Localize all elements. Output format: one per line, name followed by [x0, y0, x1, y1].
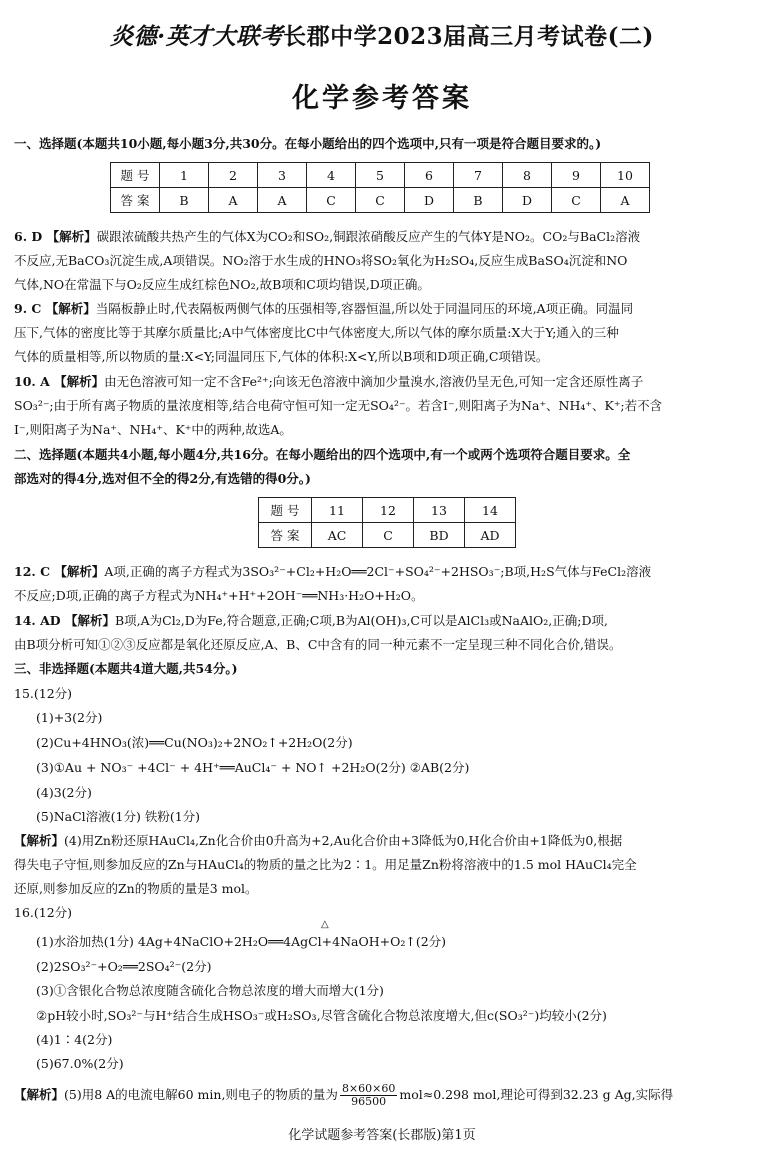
table-cell: A — [258, 188, 307, 213]
q14-line-1 — [14, 609, 754, 633]
table-cell: AC — [312, 523, 363, 548]
q16-heading: 16.(12分) — [14, 905, 73, 920]
table-cell: 题 号 — [259, 498, 312, 523]
table-cell: B — [160, 188, 209, 213]
brand-name: 炎德·英才大联考 — [110, 23, 284, 50]
q14-text-1: B项,A为Cl₂,D为Fe,符合题意,正确;C项,B为Al(OH)₃,C可以是AlCl₃或NaAlO₂,正确;D项, — [115, 613, 608, 628]
table-cell: D — [503, 188, 552, 213]
table-cell: 7 — [454, 163, 503, 188]
q16-explain-text-b: mol≈0.298 mol,理论可得到32.23 g Ag,实际得 — [399, 1087, 674, 1102]
q15-answer-5: (5)NaCl溶液(1分) 铁粉(1分) — [36, 809, 201, 824]
q6-line-3: 气体,NO在常温下与O₂反应生成红棕色NO₂,故B项和C项均错误,D项正确。 — [14, 277, 430, 292]
q12-line-1 — [14, 560, 754, 584]
q10-line-1 — [14, 370, 754, 394]
q16-explain-text-a: (5)用8 A的电流电解60 min,则电子的物质的量为 — [64, 1087, 338, 1102]
q15-answer-4: (4)3(2分) — [36, 785, 92, 800]
table-cell: C — [307, 188, 356, 213]
table-cell: BD — [414, 523, 465, 548]
table-cell: A — [209, 188, 258, 213]
answer-table-1 — [110, 162, 650, 213]
answer-table-2 — [258, 497, 516, 548]
q15-answer-2: (2)Cu+4HNO₃(浓)══Cu(NO₃)₂+2NO₂↑+2H₂O(2分) — [36, 735, 353, 750]
heat-condition-symbol: △ — [321, 919, 329, 930]
q9-line-3: 气体的质量相等,所以物质的量:X<Y;同温同压下,气体的体积:X<Y,所以B项和D项正确,C项错误。 — [14, 349, 549, 364]
table-row — [111, 188, 650, 213]
fraction-denominator: 96500 — [351, 1095, 387, 1108]
exam-header — [0, 18, 764, 51]
q14-tag: 14. AD 【解析】 — [14, 613, 115, 628]
q10-line-2: SO₃²⁻;由于所有离子物质的量浓度相等,结合电荷守恒可知一定无SO₄²⁻。若含I⁻,则阳离子为Na⁺、NH₄⁺、K⁺;若不含 — [14, 398, 663, 413]
q16-answer-4: (4)1∶4(2分) — [36, 1032, 113, 1047]
section-1-heading: 一、选择题(本题共10小题,每小题3分,共30分。在每小题给出的四个选项中,只有一项是符合题目要求的。) — [14, 136, 602, 151]
q16-answer-5: (5)67.0%(2分) — [36, 1056, 124, 1071]
table-cell: 4 — [307, 163, 356, 188]
q12-line-2: 不反应;D项,正确的离子方程式为NH₄⁺+H⁺+2OH⁻══NH₃·H₂O+H₂O。 — [14, 588, 424, 603]
page-title: 化学参考答案 — [292, 83, 472, 114]
table-cell: A — [601, 188, 650, 213]
table-cell: C — [356, 188, 405, 213]
q9-line-2: 压下,气体的密度比等于其摩尔质量比;A中气体密度比C中气体密度大,所以气体的摩尔质量:X大于Y;通入的三种 — [14, 325, 619, 340]
q15-heading: 15.(12分) — [14, 686, 73, 701]
table-cell: 6 — [405, 163, 454, 188]
q6-tag: 6. D 【解析】 — [14, 229, 97, 244]
table-cell: 9 — [552, 163, 601, 188]
table-cell: 答 案 — [111, 188, 160, 213]
q15-answer-3: (3)①Au + NO₃⁻ +4Cl⁻ + 4H⁺══AuCl₄⁻ + NO↑ +2H₂O(2分) ②AB(2分) — [36, 760, 470, 775]
table-cell: D — [405, 188, 454, 213]
q6-line-2: 不反应,无BaCO₃沉淀生成,A项错误。NO₂溶于水生成的HNO₃将SO₂氧化为H₂SO₄,反应生成BaSO₄沉淀和NO — [14, 253, 628, 268]
q15-answer-1: (1)+3(2分) — [36, 710, 103, 725]
table-row — [111, 163, 650, 188]
section-3-heading: 三、非选择题(本题共4道大题,共54分。) — [14, 661, 238, 676]
table-cell: B — [454, 188, 503, 213]
table-cell: 答 案 — [259, 523, 312, 548]
table-cell: 1 — [160, 163, 209, 188]
page-footer: 化学试题参考答案(长郡版)第1页 — [288, 1128, 476, 1143]
table-cell: 12 — [363, 498, 414, 523]
q15-explain-3: 还原,则参加反应的Zn的物质的量是3 mol。 — [14, 881, 258, 896]
table-cell: 题 号 — [111, 163, 160, 188]
q14-line-2: 由B项分析可知①②③反应都是氧化还原反应,A、B、C中含有的同一种元素不一定呈现三种不同化合价,错误。 — [14, 637, 622, 652]
electron-fraction — [340, 1083, 397, 1108]
table-cell: C — [552, 188, 601, 213]
section-2-heading-1: 二、选择题(本题共4小题,每小题4分,共16分。在每小题给出的四个选项中,有一个或两个选项符合题目要求。全 — [14, 447, 631, 462]
table-cell: 8 — [503, 163, 552, 188]
table-cell: AD — [465, 523, 516, 548]
q6-line-1 — [14, 225, 754, 249]
q16-answer-3: (3)①含银化合物总浓度随含硫化合物总浓度的增大而增大(1分) — [36, 983, 384, 998]
table-row — [259, 498, 516, 523]
table-cell: 10 — [601, 163, 650, 188]
q16-tag: 【解析】 — [14, 1087, 65, 1102]
q15-explain-text-1: (4)用Zn粉还原HAuCl₄,Zn化合价由0升高为+2,Au化合价由+3降低为0,H化合价由+1降低为0,根据 — [64, 833, 623, 848]
exam-name: 长郡中学2023届高三月考试卷(二) — [283, 23, 654, 50]
q10-line-3: I⁻,则阳离子为Na⁺、NH₄⁺、K⁺中的两种,故选A。 — [14, 422, 292, 437]
q15-explain-2: 得失电子守恒,则参加反应的Zn与HAuCl₄的物质的量之比为2∶1。用足量Zn粉将溶液中的1.5 mol HAuCl₄完全 — [14, 857, 637, 872]
q16-explain-1 — [14, 1080, 754, 1110]
table-cell: 13 — [414, 498, 465, 523]
q9-tag: 9. C 【解析】 — [14, 301, 96, 316]
table-cell: 3 — [258, 163, 307, 188]
q10-text-1: 由无色溶液可知一定不含Fe²⁺;向该无色溶液中滴加少量溴水,溶液仍呈无色,可知一定含还原性离子 — [104, 374, 644, 389]
table-cell: 11 — [312, 498, 363, 523]
q16-answer-1: (1)水浴加热(1分) 4Ag+4NaClO+2H₂O══4AgCl+4NaOH+O₂↑(2分) — [36, 934, 447, 949]
q15-tag: 【解析】 — [14, 833, 65, 848]
table-cell: 14 — [465, 498, 516, 523]
q9-line-1 — [14, 297, 754, 321]
q10-tag: 10. A 【解析】 — [14, 374, 105, 389]
table-cell: C — [363, 523, 414, 548]
table-cell: 2 — [209, 163, 258, 188]
table-cell: 5 — [356, 163, 405, 188]
q16-answer-2: (2)2SO₃²⁻+O₂══2SO₄²⁻(2分) — [36, 959, 212, 974]
q12-tag: 12. C 【解析】 — [14, 564, 105, 579]
q16-answer-3b: ②pH较小时,SO₃²⁻与H⁺结合生成HSO₃⁻或H₂SO₃,尽管含硫化合物总浓度增大,但c(SO₃²⁻)均较小(2分) — [36, 1008, 607, 1023]
table-row — [259, 523, 516, 548]
q15-explain-1 — [14, 829, 754, 853]
q9-text-1: 当隔板静止时,代表隔板两侧气体的压强相等,容器恒温,所以处于同温同压的环境,A项正确。同温同 — [95, 301, 634, 316]
fraction-numerator: 8×60×60 — [341, 1082, 396, 1095]
section-2-heading-2: 部选对的得4分,选对但不全的得2分,有选错的得0分。) — [14, 471, 311, 486]
q12-text-1: A项,正确的离子方程式为3SO₃²⁻+Cl₂+H₂O══2Cl⁻+SO₄²⁻+2HSO₃⁻;B项,H₂S气体与FeCl₂溶液 — [104, 564, 652, 579]
q6-text-1: 碳跟浓硫酸共热产生的气体X为CO₂和SO₂,铜跟浓硝酸反应产生的气体Y是NO₂。CO₂与BaCl₂溶液 — [96, 229, 641, 244]
